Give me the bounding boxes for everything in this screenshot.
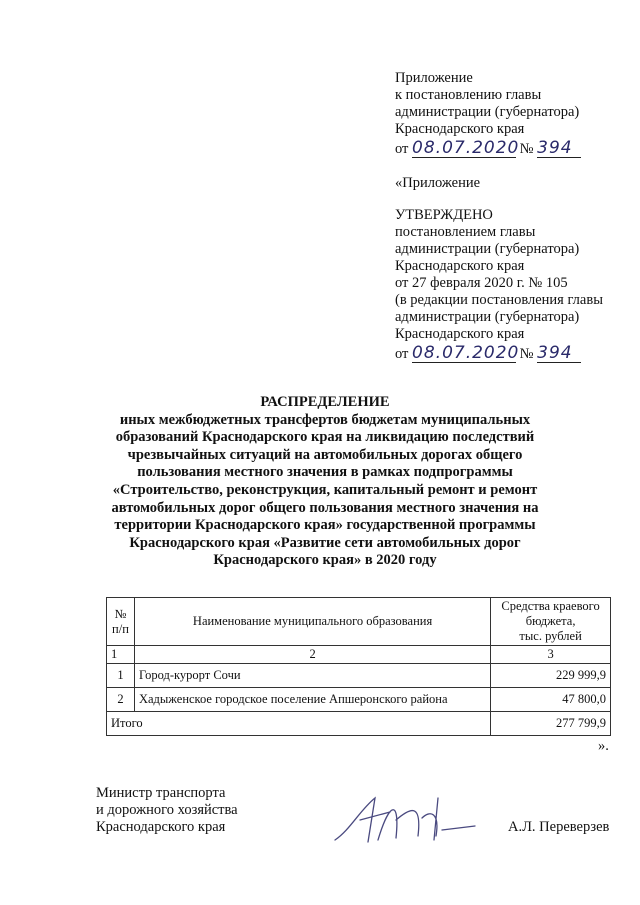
col-number: 2 — [134, 646, 490, 664]
number-prefix: № — [519, 141, 534, 157]
header-num: № п/п — [107, 598, 135, 646]
row-value: 229 999,9 — [491, 664, 611, 688]
approval-line: администрации (губернатора) — [395, 309, 580, 325]
appendix-line: Краснодарского края — [395, 121, 525, 137]
approval-line: от 27 февраля 2020 г. № 105 — [395, 275, 568, 291]
signatory-name: А.Л. Переверзев — [508, 819, 610, 835]
row-num: 2 — [107, 688, 135, 712]
row-value: 47 800,0 — [491, 688, 611, 712]
date-prefix: от — [395, 141, 409, 157]
header-name: Наименование муниципального образования — [134, 598, 490, 646]
approval-line: (в редакции постановления главы — [395, 292, 603, 308]
title-line: пользования местного значения в рамках подпрограммы — [137, 464, 513, 481]
handwritten-number: 394 — [537, 138, 573, 158]
distribution-table — [106, 597, 611, 736]
row-name: Хадыженское городское поселение Апшеронского района — [134, 688, 490, 712]
title-line: образований Краснодарского края на ликвидацию последствий — [115, 429, 535, 446]
appendix-date-line — [395, 140, 581, 158]
total-label: Итого — [107, 712, 491, 736]
col-number: 3 — [491, 646, 611, 664]
approval-line: постановлением главы — [395, 224, 536, 240]
title-line: «Строительство, реконструкция, капитальный ремонт и ремонт — [112, 481, 538, 498]
approval-line: Краснодарского края — [395, 326, 525, 342]
title-line: Краснодарского края» в 2020 году — [213, 552, 437, 569]
handwritten-signature — [330, 790, 480, 850]
appendix-line: к постановлению главы — [395, 87, 542, 103]
signatory-line: Министр транспорта — [96, 785, 226, 801]
approval-intro: «Приложение — [395, 175, 481, 191]
header-funds: Средства краевого бюджета, тыс. рублей — [491, 598, 611, 646]
signatory-line: Краснодарского края — [96, 819, 226, 835]
row-name: Город-курорт Сочи — [134, 664, 490, 688]
table-row — [107, 688, 611, 712]
appendix-line: Приложение — [395, 70, 473, 86]
row-num: 1 — [107, 664, 135, 688]
title-line: Краснодарского края «Развитие сети автомобильных дорог — [129, 534, 521, 551]
approval-date-line — [395, 345, 603, 363]
number-prefix: № — [519, 346, 534, 362]
title-line: чрезвычайных ситуаций на автомобильных дорогах общего — [127, 446, 523, 463]
table-header-row — [107, 598, 611, 646]
appendix-line: администрации (губернатора) — [395, 104, 580, 120]
signatory-line: и дорожного хозяйства — [96, 802, 238, 818]
document-title — [90, 394, 560, 570]
handwritten-date: 08.07.2020 — [412, 138, 520, 158]
appendix-header — [395, 70, 581, 158]
approval-line: Краснодарского края — [395, 258, 525, 274]
column-number-row — [107, 646, 611, 664]
table-row — [107, 664, 611, 688]
col-number: 1 — [107, 646, 135, 664]
handwritten-date: 08.07.2020 — [412, 343, 520, 363]
title-line: территории Краснодарского края» государственной программы — [114, 517, 536, 534]
date-prefix: от — [395, 346, 409, 362]
signatory-block — [96, 785, 238, 836]
closing-quote: ». — [598, 738, 609, 754]
title-line: иных межбюджетных трансфертов бюджетам муниципальных — [119, 411, 531, 428]
total-value: 277 799,9 — [491, 712, 611, 736]
approval-line: администрации (губернатора) — [395, 241, 580, 257]
approval-block — [395, 175, 603, 363]
handwritten-number: 394 — [537, 343, 573, 363]
approved-label: УТВЕРЖДЕНО — [395, 207, 493, 223]
title-heading: РАСПРЕДЕЛЕНИЕ — [260, 394, 390, 410]
title-line: автомобильных дорог общего пользования местного значения на — [111, 499, 539, 516]
total-row — [107, 712, 611, 736]
